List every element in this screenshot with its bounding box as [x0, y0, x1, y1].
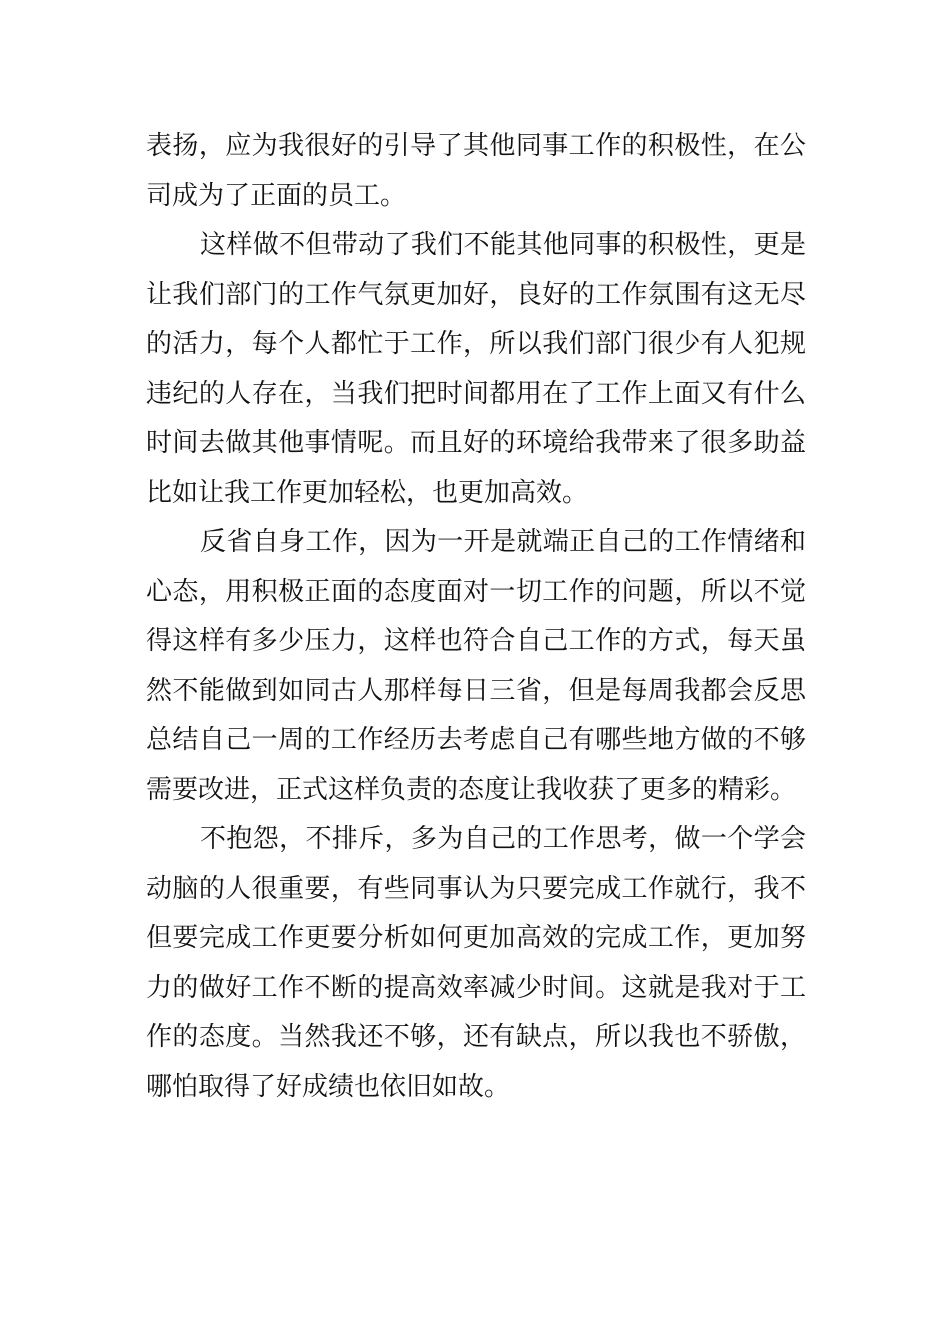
- paragraph-3-line-5: 总结自己一周的工作经历去考虑自己有哪些地方做的不够: [146, 725, 806, 755]
- paragraph-1: [146, 122, 806, 221]
- paragraph-2: [146, 221, 806, 518]
- paragraph-3-line-4: 然不能做到如同古人那样每日三省，但是每周我都会反思: [146, 675, 806, 706]
- paragraph-3: [146, 518, 806, 815]
- paragraph-3-line-6: 需要改进，正式这样负责的态度让我收获了更多的精彩。: [146, 774, 797, 805]
- document-body: [146, 122, 806, 1112]
- paragraph-4-line-4: 力的做好工作不断的提高效率减少时间。这就是我对于工: [146, 972, 806, 1003]
- paragraph-1-line-2: 司成为了正面的员工。: [146, 180, 407, 211]
- paragraph-4-line-6: 哪怕取得了好成绩也依旧如故。: [146, 1071, 511, 1102]
- paragraph-4-line-2: 动脑的人很重要，有些同事认为只要完成工作就行，我不: [146, 873, 806, 904]
- paragraph-3-line-2: 心态，用积极正面的态度面对一切工作的问题，所以不觉: [146, 576, 806, 607]
- paragraph-4: [146, 815, 806, 1112]
- paragraph-2-line-6: 比如让我工作更加轻松，也更加高效。: [146, 477, 589, 508]
- paragraph-2-line-1: 这样做不但带动了我们不能其他同事的积极性，更是: [200, 230, 806, 260]
- paragraph-4-line-1: 不抱怨，不排斥，多为自己的工作思考，做一个学会: [200, 824, 806, 854]
- paragraph-2-line-3: 的活力，每个人都忙于工作，所以我们部门很少有人犯规: [146, 329, 806, 359]
- paragraph-1-line-1: 表扬，应为我很好的引导了其他同事工作的积极性，在公: [146, 131, 806, 161]
- paragraph-4-line-3: 但要完成工作更要分析如何更加高效的完成工作，更加努: [146, 923, 806, 953]
- paragraph-3-line-1: 反省自身工作，因为一开是就端正自己的工作情绪和: [200, 527, 806, 557]
- paragraph-2-line-5: 时间去做其他事情呢。而且好的环境给我带来了很多助益: [146, 428, 806, 458]
- paragraph-2-line-4: 违纪的人存在，当我们把时间都用在了工作上面又有什么: [146, 378, 806, 409]
- paragraph-3-line-3: 得这样有多少压力，这样也符合自己工作的方式，每天虽: [146, 626, 806, 656]
- paragraph-2-line-2: 让我们部门的工作气氛更加好，良好的工作氛围有这无尽: [146, 279, 806, 310]
- paragraph-4-line-5: 作的态度。当然我还不够，还有缺点，所以我也不骄傲，: [146, 1022, 806, 1052]
